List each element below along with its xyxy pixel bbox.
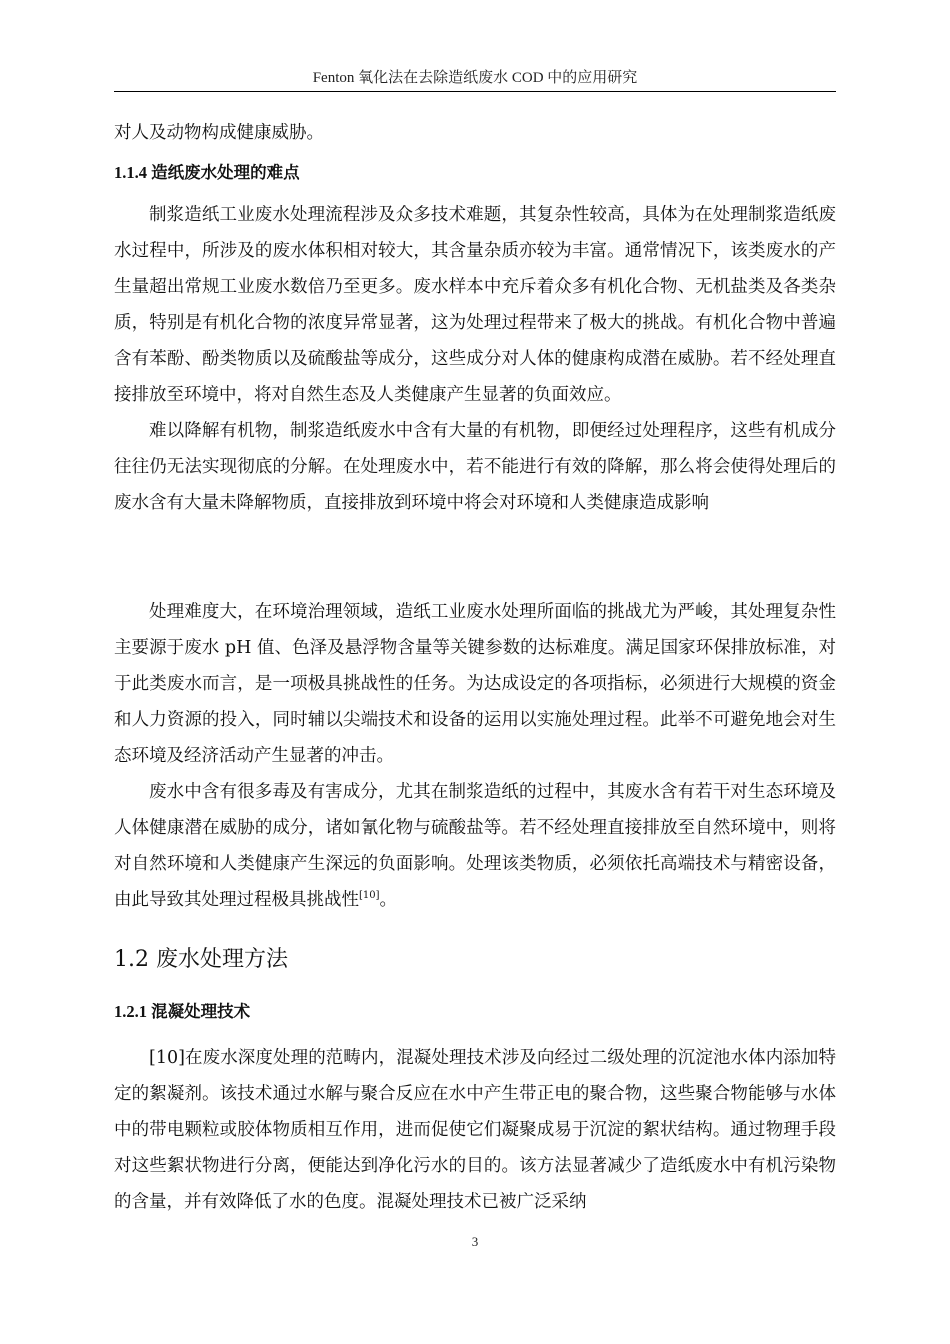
running-header: Fenton 氧化法在去除造纸废水 COD 中的应用研究: [114, 66, 836, 92]
paragraph-toxic-end: 。: [379, 890, 398, 910]
paragraph-hard-to-degrade: 难以降解有机物，制浆造纸废水中含有大量的有机物，即便经过处理程序，这些有机成分往往仍无法实现彻底的分解。在处理废水中，若不能进行有效的降解，那么将会使得处理后的废水含有大量未降解物质，直接排放到环境中将会对环境和人类健康造成影响: [114, 421, 836, 513]
paragraph-processing-difficulty: 处理难度大，在环境治理领域，造纸工业废水处理所面临的挑战尤为严峻，其处理复杂性主要源于废水 pH 值、色泽及悬浮物含量等关键参数的达标难度。满足国家环保排放标准，对于此类废水而言，是一项极具挑战性的任务。为达成设定的各项指标，必须进行大规模的资金和人力资源的投入，同时辅以尖端技术和设备的运用以实施处理过程。此举不可避免地会对生态环境及经济活动产生显著的冲击。: [114, 602, 836, 766]
paragraph-toxic-components: [114, 774, 836, 918]
paragraph-coagulation: [10]在废水深度处理的范畴内，混凝处理技术涉及向经过二级处理的沉淀池水体内添加特定的絮凝剂。该技术通过水解与聚合反应在水中产生带正电的聚合物，这些聚合物能够与水体中的带电颗粒或胶体物质相互作用，进而促使它们凝聚成易于沉淀的絮状结构。通过物理手段对这些絮状物进行分离，便能达到净化污水的目的。该方法显著减少了造纸废水中有机污染物的含量，并有效降低了水的色度。混凝处理技术已被广泛采纳: [114, 1048, 836, 1212]
paragraph-toxic-text: 废水中含有很多毒及有害成分，尤其在制浆造纸的过程中，其废水含有若干对生态环境及人体健康潜在威胁的成分，诸如氰化物与硫酸盐等。若不经处理直接排放至自然环境中，则将对自然环境和人类健康产生深远的负面影响。处理该类物质，必须依托高端技术与精密设备，由此导致其处理过程极具挑战性: [114, 782, 836, 910]
section-heading-1-2-1: 1.2.1 混凝处理技术: [114, 1002, 251, 1021]
page-number: 3: [471, 1234, 479, 1249]
body-block-2: [114, 594, 836, 1220]
citation-ref: [10]: [359, 890, 380, 902]
body-block-1: [114, 115, 836, 521]
paragraph-difficulty-overview: 制浆造纸工业废水处理流程涉及众多技术难题，其复杂性较高，具体为在处理制浆造纸废水过程中，所涉及的废水体积相对较大，其含量杂质亦较为丰富。通常情况下，该类废水的产生量超出常规工业废水数倍乃至更多。废水样本中充斥着众多有机化合物、无机盐类及各类杂质，特别是有机化合物的浓度异常显著，这为处理过程带来了极大的挑战。有机化合物中普遍含有苯酚、酚类物质以及硫酸盐等成分，这些成分对人体的健康构成潜在威胁。若不经处理直接排放至环境中，将对自然生态及人类健康产生显著的负面效应。: [114, 205, 836, 405]
paragraph-continued: 对人及动物构成健康威胁。: [114, 123, 324, 143]
section-heading-1-1-4: 1.1.4 造纸废水处理的难点: [114, 163, 300, 182]
section-heading-1-2: 1.2 废水处理方法: [114, 947, 288, 972]
